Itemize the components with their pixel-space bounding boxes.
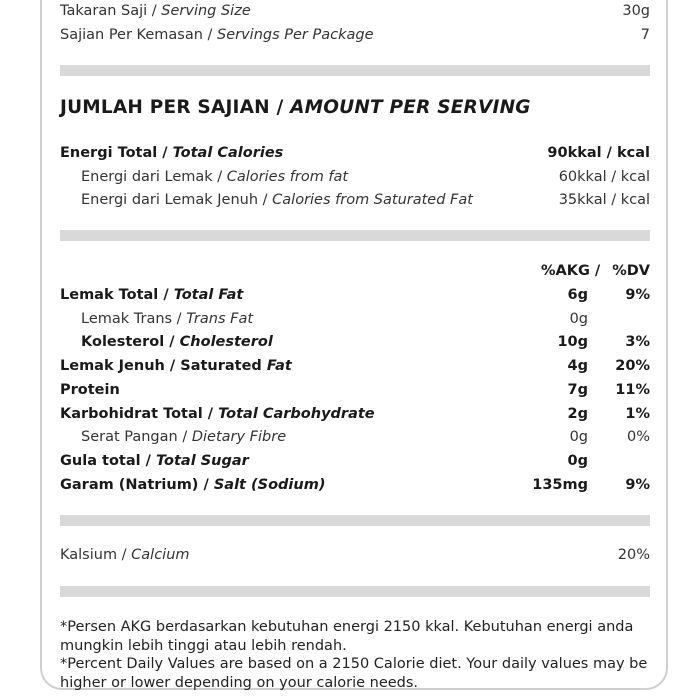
serving-size-value: 30g xyxy=(622,3,650,19)
energy-total-value: 90kkal / kcal xyxy=(547,145,650,161)
nutrient-row xyxy=(60,382,650,398)
servings-per-package-value: 7 xyxy=(640,27,650,43)
energy-fat-label-en: Calories from fat xyxy=(226,169,349,185)
nutrient-label-en: Fat xyxy=(266,358,292,375)
energy-satfat-label: Energi dari Lemak Jenuh / xyxy=(81,192,268,208)
divider-bar xyxy=(60,230,650,241)
nutrient-label xyxy=(60,382,528,398)
nutrient-label xyxy=(60,287,528,303)
nutrient-label-id: Serat Pangan / xyxy=(81,429,188,446)
nutrient-label xyxy=(60,477,528,493)
energy-fat-row xyxy=(60,169,650,185)
energy-total-row xyxy=(60,145,650,161)
nutrient-dv: 0% xyxy=(626,429,650,446)
nutrient-label xyxy=(60,406,528,422)
calcium-row xyxy=(60,547,650,563)
calcium-label-en: Calcium xyxy=(131,547,190,563)
dv-header: %DV xyxy=(612,263,650,279)
nutrient-label xyxy=(60,429,528,445)
nutrient-dv: 3% xyxy=(625,334,650,351)
nutrient-amount: 10g xyxy=(557,334,588,351)
energy-satfat-label-en: Calories from Saturated Fat xyxy=(272,192,473,208)
nutrient-label-id: Protein xyxy=(60,381,120,398)
amount-per-serving-heading xyxy=(60,97,531,118)
nutrient-amount: 135mg xyxy=(532,476,588,493)
nutrient-label-id: Karbohidrat Total / xyxy=(60,405,214,422)
nutrient-amount: 0g xyxy=(569,429,588,446)
nutrient-row xyxy=(60,287,650,303)
energy-fat-label: Energi dari Lemak / xyxy=(81,169,223,185)
nutrient-label xyxy=(60,453,528,469)
nutrient-label-en: Total Carbohydrate xyxy=(218,405,375,422)
divider-bar xyxy=(60,65,650,76)
nutrient-label-en: Dietary Fibre xyxy=(191,429,287,446)
nutrient-amount: 0g xyxy=(567,452,588,469)
nutrient-row xyxy=(60,406,650,422)
nutrient-label-en: Total Sugar xyxy=(156,452,249,469)
nutrient-row xyxy=(60,453,650,469)
calcium-label: Kalsium / xyxy=(60,547,127,563)
nutrient-label-id: Lemak Trans / xyxy=(81,310,182,327)
nutrient-row xyxy=(60,477,650,493)
nutrient-label-id: Kolesterol / xyxy=(81,334,175,351)
nutrient-row xyxy=(60,429,650,445)
nutrient-label-en: Total Fat xyxy=(173,287,244,303)
energy-fat-value: 60kkal / kcal xyxy=(558,169,650,185)
nutrient-label xyxy=(60,334,528,350)
nutrient-amount: 0g xyxy=(569,310,588,327)
serving-size-label: Takaran Saji / xyxy=(60,3,157,19)
nutrient-label xyxy=(60,311,528,327)
serving-size-row xyxy=(60,3,650,19)
heading-en: AMOUNT PER SERVING xyxy=(290,97,531,118)
divider-bar xyxy=(60,586,650,597)
nutrients-header-row xyxy=(60,263,650,279)
nutrient-label-id: Lemak Jenuh / Saturated xyxy=(60,358,262,375)
servings-per-package-label: Sajian Per Kemasan / xyxy=(60,27,213,43)
nutrient-amount: 6g xyxy=(567,287,588,303)
nutrient-amount: 2g xyxy=(567,405,588,422)
serving-size-label-en: Serving Size xyxy=(161,3,251,19)
footnote-id: *Persen AKG berdasarkan kebutuhan energi 2150 kkal. Kebutuhan energi anda mungkin lebih tinggi atau lebih rendah. xyxy=(60,619,634,654)
footnote-en: *Percent Daily Values are based on a 2150 Calorie diet. Your daily values may be higher or lower depending on your calorie needs. xyxy=(60,656,648,691)
energy-total-label: Energi Total / xyxy=(60,145,168,161)
nutrient-label-en: Salt (Sodium) xyxy=(213,476,326,493)
nutrient-label xyxy=(60,358,528,374)
nutrient-dv: 20% xyxy=(615,358,650,375)
nutrient-dv: 11% xyxy=(615,381,650,398)
nutrient-label-en: Trans Fat xyxy=(186,310,254,327)
servings-per-package-row xyxy=(60,27,650,43)
energy-satfat-row xyxy=(60,192,650,208)
nutrient-label-id: Garam (Natrium) / xyxy=(60,476,209,493)
akg-header: %AKG / xyxy=(540,263,601,279)
nutrient-dv: 1% xyxy=(625,405,650,422)
servings-per-package-label-en: Servings Per Package xyxy=(217,27,374,43)
divider-bar xyxy=(60,515,650,526)
nutrient-amount: 7g xyxy=(567,381,588,398)
nutrient-amount: 4g xyxy=(567,358,588,375)
nutrient-row xyxy=(60,358,650,374)
nutrient-dv: 9% xyxy=(625,476,650,493)
nutrient-label-id: Lemak Total / xyxy=(60,287,169,303)
nutrient-dv: 9% xyxy=(625,287,650,303)
nutrient-label-en: Cholesterol xyxy=(179,334,273,351)
energy-satfat-value: 35kkal / kcal xyxy=(558,192,650,208)
energy-total-label-en: Total Calories xyxy=(172,145,284,161)
heading-id: JUMLAH PER SAJIAN / xyxy=(60,97,284,118)
calcium-value: 20% xyxy=(617,547,650,563)
nutrient-row xyxy=(60,311,650,327)
nutrient-row xyxy=(60,334,650,350)
nutrient-label-id: Gula total / xyxy=(60,452,151,469)
